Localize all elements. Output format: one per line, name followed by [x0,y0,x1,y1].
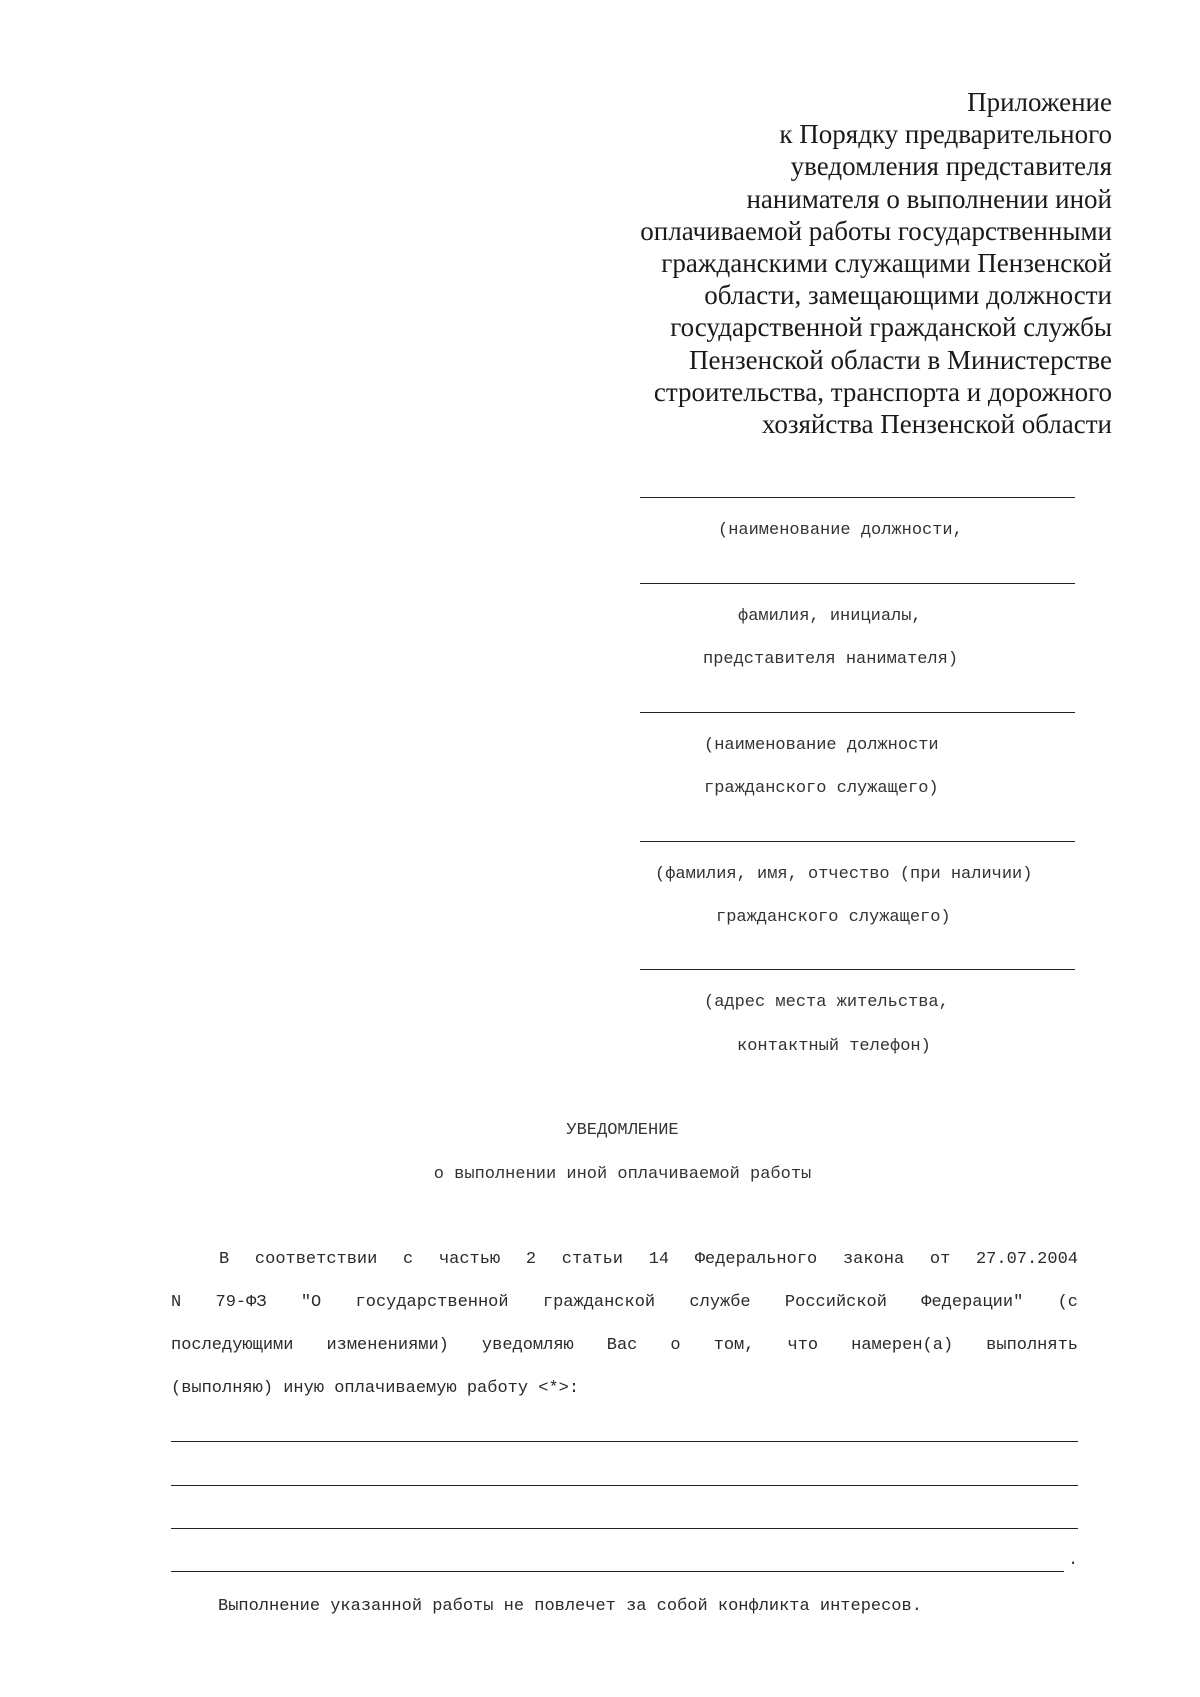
servant-name-caption: гражданского служащего) [716,908,951,927]
appendix-line: нанимателя о выполнении иной [746,183,1112,214]
appendix-line: строительства, транспорта и дорожного [653,376,1112,407]
address-caption: контактный телефон) [737,1037,931,1056]
appendix-line: государственной гражданской службы [670,312,1112,343]
servant-name-caption: (фамилия, имя, отчество (при наличии) [655,865,1033,884]
servant-position-caption: (наименование должности [704,736,939,755]
appendix-header [552,86,1112,440]
address-caption: (адрес места жительства, [704,993,949,1012]
appendix-line: Пензенской области в Министерстве [689,344,1112,375]
employer-caption: представителя нанимателя) [703,650,959,669]
servant-position-blank[interactable] [640,712,1075,713]
appendix-line: хозяйства Пензенской области [761,409,1112,440]
notice-body-line: последующими изменениями) уведомляю Вас о том, что намерен(а) выполнять [171,1336,1078,1355]
notice-body-line: В соответствии с частью 2 статьи 14 Федерального закона от 27.07.2004 [219,1250,1078,1269]
notice-conclusion: Выполнение указанной работы не повлечет за собой конфликта интересов. [218,1597,922,1616]
notice-body-line: N 79-ФЗ "О государственной гражданской службе Российской Федерации" (с [171,1293,1078,1312]
appendix-line: гражданскими служащими Пензенской [661,248,1112,279]
servant-name-blank[interactable] [640,841,1075,842]
employer-caption: фамилия, инициалы, [738,607,922,626]
notice-body-line: (выполняю) иную оплачиваемую работу <*>: [171,1379,580,1398]
notice-subtitle: о выполнении иной оплачиваемой работы [433,1165,812,1184]
appendix-line: к Порядку предварительного [779,119,1112,150]
appendix-line: Приложение [967,87,1112,117]
appendix-line: оплачиваемой работы государственными [640,215,1112,246]
work-description-end-mark: . [1068,1551,1079,1570]
employer-position-blank[interactable] [640,497,1075,498]
notice-title: УВЕДОМЛЕНИЕ [566,1121,679,1140]
work-description-line[interactable] [171,1485,1078,1486]
appendix-line: уведомления представителя [790,151,1112,182]
work-description-line[interactable] [171,1571,1064,1572]
address-phone-blank[interactable] [640,969,1075,970]
servant-position-caption: гражданского служащего) [704,779,939,798]
employer-caption: (наименование должности, [718,521,963,540]
appendix-line: области, замещающими должности [704,280,1112,311]
work-description-line[interactable] [171,1441,1078,1442]
employer-name-blank[interactable] [640,583,1075,584]
work-description-line[interactable] [171,1528,1078,1529]
